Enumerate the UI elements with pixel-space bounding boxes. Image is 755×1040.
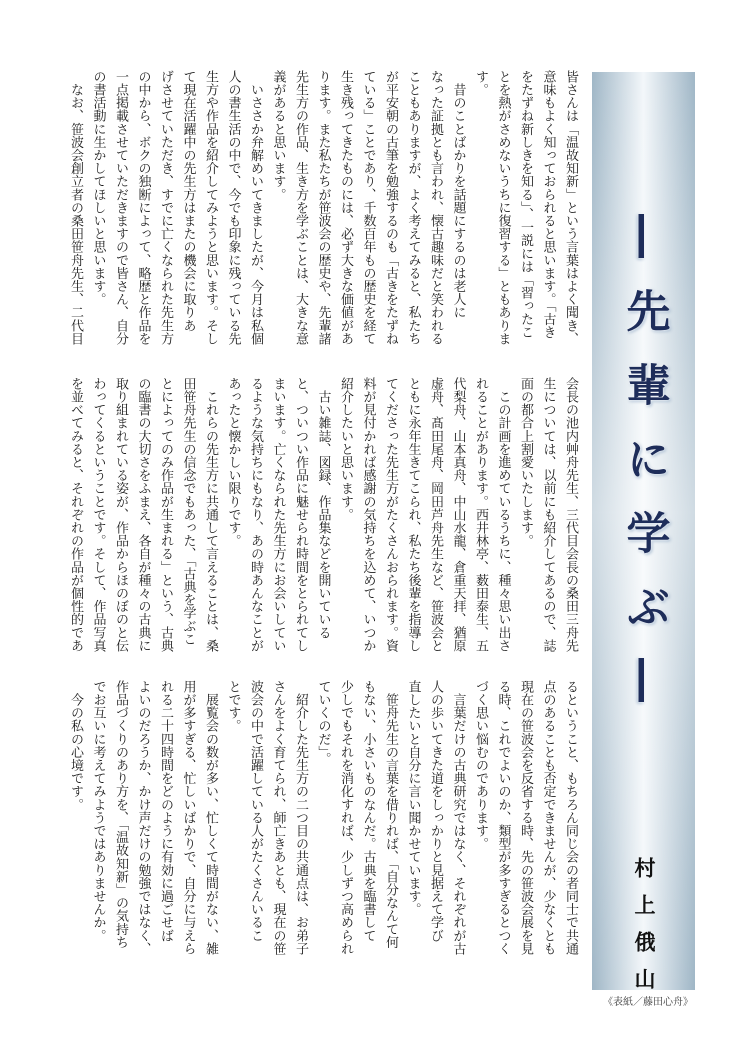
text-column: 展覧会の数が多い、忙しくて時間がない、雑 — [203, 680, 218, 956]
text-column: とを熱がさめないうちに復習する」ともありま — [495, 70, 511, 346]
text-column: 虚舟、髙田尾舟、岡田芦舟先生など、笹波会と — [428, 377, 443, 653]
article-title: ―先輩に学ぶ― — [618, 214, 670, 732]
text-column: 点のあることも否定できませんが、少なくとも — [540, 680, 556, 956]
text-column: 生き残ってきたものには、必ず大きな価値があ — [338, 70, 353, 346]
text-column: 笹舟先生の言葉を借りれば、「自分なんて何 — [383, 680, 398, 949]
text-column: ている」ことであり、千数百年もの歴史を経て — [360, 70, 376, 346]
text-column: げさせていただき、すでに亡くなられた先生方 — [158, 70, 173, 346]
text-column: なお、笹波会創立者の桑田笹舟先生、二代目 — [68, 70, 83, 346]
text-column: 面の都合上割愛いたします。 — [518, 377, 533, 548]
text-column: とによってのみ作品が生まれる」という、古典 — [158, 377, 173, 653]
text-column: 田笹舟先生の信念でもあった、「古典を学ぶこ — [180, 377, 196, 646]
text-column: 生については、以前にも紹介してあるので、誌 — [540, 377, 556, 653]
article-section-top — [64, 70, 582, 350]
text-column: ていくのだ」。 — [315, 680, 331, 766]
text-column: れる二十四時間をどのように有効に過ごせば — [158, 680, 173, 942]
text-column: よいのだろうか、かけ声だけの勉強ではなく、 — [135, 680, 151, 956]
text-column: 人の書生活の中で、今でも印象に残っている先 — [225, 70, 241, 346]
text-column: 作品づくりのあり方を、「温故知新」の気持ち — [113, 680, 128, 949]
text-column: る時、これでよいのか、類型が多すぎるとつく — [495, 680, 511, 956]
article-section-bottom — [64, 680, 582, 960]
text-column: て現在活躍中の先生方はまたの機会に取りあ — [180, 70, 196, 332]
text-column: をたずね新しきを知る」、一説には「習ったこ — [518, 70, 533, 339]
text-column: 料が見付かれば感謝の気持ちを込めて、いつか — [360, 377, 376, 653]
text-column: 生方や作品を紹介してみようと思います。そし — [203, 70, 218, 346]
text-column: 人の歩いてきた道をしっかりと見据えて学び — [428, 680, 443, 942]
text-column: 言葉だけの古典研究ではなく、それぞれが古 — [450, 680, 466, 956]
cover-credit-caption: 《表紙／藤田心舟》 — [603, 997, 693, 1008]
text-column: す。 — [473, 70, 488, 97]
text-column: の中から、ボクの独断によって、略歴と作品を — [135, 70, 151, 346]
text-column: とです。 — [225, 680, 241, 733]
author-name: 村上俄山 — [632, 857, 656, 1005]
text-column: なった証拠とも言われ、懐古趣味だと笑われる — [428, 70, 443, 346]
text-column: 古い雑誌、図録、作品集などを開いている — [315, 377, 331, 639]
text-column: づく思い悩むのであります。 — [473, 680, 488, 851]
text-column: 現在の笹波会を反省する時、先の笹波会展を見 — [518, 680, 533, 956]
text-column: この計画を進めているうちに、種々思い出さ — [495, 377, 511, 653]
text-column: こともありますが、よく考えてみると、私たち — [405, 70, 421, 346]
text-column: まいます。亡くなられた先生方にお会いしてい — [270, 377, 286, 653]
text-column: 直したいと自分に言い聞かせています。 — [405, 680, 421, 916]
text-column: るような気持ちにもなり、あの時あんなことが — [248, 377, 263, 653]
text-column: 少しでもそれを消化すれば、少しずつ高められ — [338, 680, 353, 956]
text-column: の臨書の大切さをふまえ、各自が種々の古典に — [135, 377, 151, 653]
text-column: 紹介したいと思います。 — [338, 377, 353, 522]
text-column: さんをよく育てられ、師亡きあとも、現在の笹 — [270, 680, 286, 956]
text-column: 今の私の心境です。 — [68, 680, 83, 811]
text-column: 代梨舟、山本真舟、中山水龍、倉重天拝、猶原 — [450, 377, 466, 653]
text-column: 波会の中で活躍している人がたくさんいるこ — [248, 680, 263, 942]
text-column: 昔のことばかりを話題にするのは老人に — [450, 70, 466, 319]
text-column: が平安朝の古筆を勉強するのも「古きをたずね — [383, 70, 398, 346]
text-column: あったと懐かしい限りです。 — [225, 377, 241, 548]
text-column: 一点掲載させていただきますので皆さん、自分 — [113, 70, 128, 346]
text-column: 義があると思います。 — [270, 70, 286, 201]
text-column: ともに永年生きてこられ、私たち後輩を指導し — [405, 377, 421, 653]
text-column: 会長の池内艸舟先生、三代目会長の桑田三舟先 — [563, 377, 578, 653]
text-column: 取り組まれている姿が、作品からほのぼのと伝 — [113, 377, 128, 653]
text-column: 紹介した先生方の二つ目の共通点は、お弟子 — [293, 680, 308, 956]
text-column: るということ、もちろん同じ会の者同士で共通 — [563, 680, 578, 956]
text-column: でお互いに考えてみようではありませんか。 — [90, 680, 106, 942]
text-column: いささか弁解めいてきましたが、今月は私個 — [248, 70, 263, 346]
text-column: の書活動に生かしてほしいと思います。 — [90, 70, 106, 306]
text-column: わってくるということです。そして、作品写真 — [90, 377, 106, 653]
text-column: 皆さんは「温故知新」という言葉はよく聞き、 — [563, 70, 578, 346]
text-column: 先生方の作品、生き方を学ぶことは、大きな意 — [293, 70, 308, 346]
text-column: と、ついつい作品に魅せられ時間をとられてし — [293, 377, 308, 653]
text-column: れることがあります。西井林亭、薮田泰生、五 — [473, 377, 488, 653]
article-section-middle — [64, 377, 582, 657]
text-column: 用が多すぎる、忙しいばかりで、自分に与えら — [180, 680, 196, 956]
text-column: 意味もよく知っておられると思います。「古き — [540, 70, 556, 339]
text-column: を並べてみると、それぞれの作品が個性的であ — [68, 377, 83, 653]
text-column: ります。また私たちが笹波会の歴史や、先輩諸 — [315, 70, 331, 346]
text-column: てくださった先生方がたくさんおられます。資 — [383, 377, 398, 653]
text-column: もない、小さいものなんだ。古典を臨書して — [360, 680, 376, 942]
text-column: これらの先生方に共通して言えることは、桑 — [203, 377, 218, 653]
